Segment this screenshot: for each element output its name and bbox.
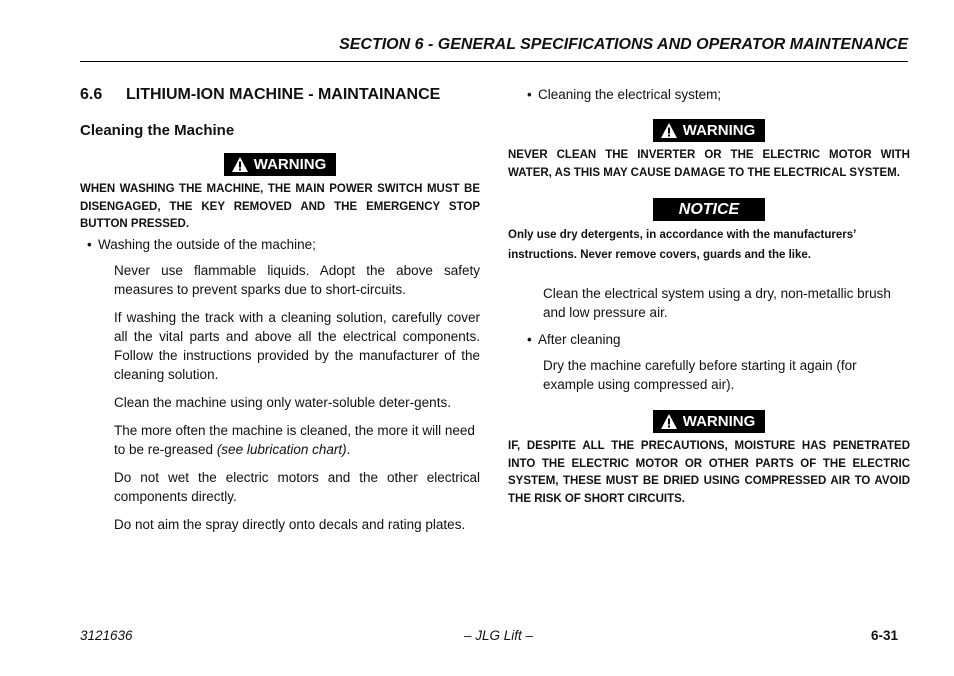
paragraph: Clean the machine using only water-soluble deter-gents.: [114, 394, 451, 410]
section-number: 6.6: [80, 86, 103, 103]
warning-badge: [653, 119, 766, 142]
subsection-title: Cleaning the Machine: [80, 122, 235, 139]
header-rule: [80, 61, 908, 62]
paragraph: Do not aim the spray directly onto decals and rating plates.: [114, 516, 466, 532]
paragraph-text: The more often the machine is cleaned, the more it will need to be re-greased: [114, 422, 475, 457]
paragraph: Clean the electrical system using a dry, non-metallic brush and low pressure air.: [543, 286, 891, 320]
notice-badge-row: [508, 198, 910, 221]
paragraph: Never use flammable liquids. Adopt the above safety measures to prevent sparks due to short-circuits.: [114, 262, 480, 297]
warning-label: WARNING: [682, 122, 756, 139]
paragraph-regrease: [114, 421, 480, 459]
right-column: [508, 86, 910, 508]
section-heading: [80, 86, 480, 104]
paragraph: Do not wet the electric motors and the other electrical components directly.: [114, 469, 480, 504]
warning-badge-row: [80, 153, 480, 177]
notice-label: NOTICE: [678, 201, 740, 218]
footer-brand: – JLG Lift –: [464, 628, 534, 643]
notice-badge: [653, 198, 765, 221]
warning-text: NEVER CLEAN THE INVERTER OR THE ELECTRIC MOTOR WITH WATER, AS THIS MAY CAUSE DAMAGE TO THE ELECTRICAL SYSTEM.: [508, 149, 910, 179]
section-header-title: SECTION 6 - GENERAL SPECIFICATIONS AND OPERATOR MAINTENANCE: [339, 36, 908, 53]
warning-triangle-icon: [661, 414, 677, 429]
warning-badge-row: [508, 119, 910, 143]
page-number: 6-31: [870, 628, 898, 643]
bullet-item: • Washing the outside of the machine;: [98, 236, 480, 254]
document-number: 3121636: [80, 628, 133, 643]
bullet-item: • After cleaning: [538, 331, 910, 349]
warning-triangle-icon: [232, 157, 248, 172]
warning-badge-row: [508, 410, 910, 434]
paragraph-end: .: [346, 441, 351, 457]
paragraph: Dry the machine carefully before starting it again (for example using compressed air).: [543, 358, 857, 392]
warning-badge: [224, 153, 337, 176]
warning-text: WHEN WASHING THE MACHINE, THE MAIN POWER SWITCH MUST BE DISENGAGED, THE KEY REMOVED AND THE EMERGENCY STOP BUTTON PRESSED.: [80, 183, 480, 230]
warning-label: WARNING: [253, 156, 327, 173]
left-column: [80, 86, 480, 534]
section-title: LITHIUM-ION MACHINE - MAINTAINANCE: [126, 86, 441, 103]
warning-text: IF, DESPITE ALL THE PRECAUTIONS, MOISTURE HAS PENETRATED INTO THE ELECTRIC MOTOR OR OTHER PARTS OF THE ELECTRIC SYSTEM, THESE MUST BE DRIED USING COMPRESSED AIR TO AVOID THE RISK OF SHORT CIRCUITS.: [508, 440, 910, 505]
notice-text: Only use dry detergents, in accordance with the manufacturers’ instructions. Never remove covers, guards and the like.: [508, 229, 856, 261]
paragraph: If washing the track with a cleaning solution, carefully cover all the vital parts and above all the electrical components. Follow the instructions provided by the manufacturer of the cleaning solution.: [114, 309, 480, 382]
warning-label: WARNING: [682, 413, 756, 430]
bullet-item: • Cleaning the electrical system;: [538, 86, 910, 104]
lubrication-chart-reference: (see lubrication chart): [216, 441, 347, 457]
warning-badge: [653, 410, 766, 433]
warning-triangle-icon: [661, 123, 677, 138]
